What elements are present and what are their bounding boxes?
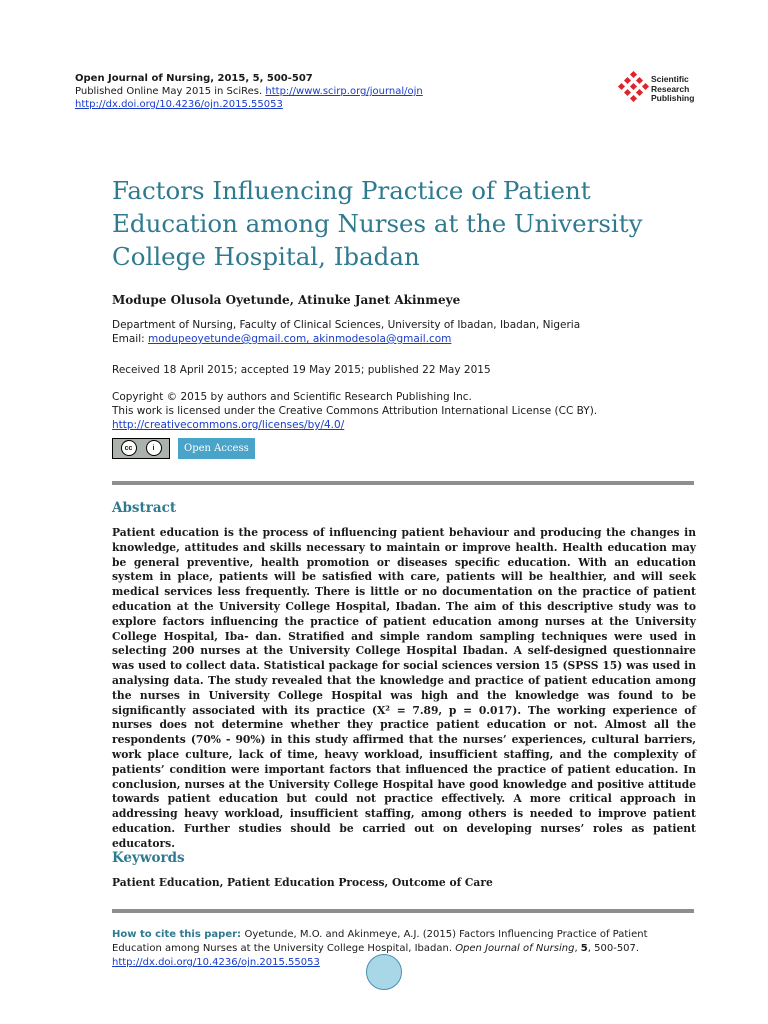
license-line: This work is licensed under the Creative Commons Attribution International License (CC BY). <box>112 405 598 417</box>
divider-top <box>112 481 694 485</box>
logo-line-1: Scientific <box>651 74 689 84</box>
published-line <box>75 85 423 98</box>
authors: Modupe Olusola Oyetunde, Atinuke Janet Akinmeye <box>112 293 461 307</box>
keywords-heading: Keywords <box>112 850 185 866</box>
license-url-link[interactable]: http://creativecommons.org/licenses/by/4.0/ <box>112 419 345 431</box>
citation-journal: Open Journal of Nursing <box>455 943 575 954</box>
doi-link[interactable]: http://dx.doi.org/10.4236/ojn.2015.55053 <box>75 99 283 110</box>
journal-citation: Open Journal of Nursing, 2015, 5, 500-507 <box>75 73 313 84</box>
open-access-badge: Open Access <box>178 438 255 459</box>
page-marker-icon <box>366 954 402 990</box>
affiliation-block <box>112 318 580 346</box>
paper-title: Factors Influencing Practice of Patient Education among Nurses at the University College Hospital, Ibadan <box>112 176 643 271</box>
affiliation: Department of Nursing, Faculty of Clinical Sciences, University of Ibadan, Ibadan, Nigeria <box>112 319 581 331</box>
copyright-line: Copyright © 2015 by authors and Scientific Research Publishing Inc. <box>112 391 472 403</box>
logo-line-3: Publishing <box>651 93 695 103</box>
citation-volume: 5 <box>580 943 588 954</box>
logo-wordmark <box>651 75 694 104</box>
email-label: Email: <box>112 333 149 345</box>
citation-sep: , <box>574 943 581 954</box>
citation-label: How to cite this paper: <box>112 929 245 940</box>
published-text: Published Online May 2015 in SciRes. <box>75 86 266 97</box>
cc-icon: cc <box>121 440 137 456</box>
citation-pages: , 500-507. <box>587 943 640 954</box>
email-links[interactable]: modupeoyetunde@gmail.com, akinmodesola@gmail.com <box>148 333 452 345</box>
abstract-heading: Abstract <box>112 500 177 516</box>
logo-line-2: Research <box>651 83 690 94</box>
keywords-text: Patient Education, Patient Education Process, Outcome of Care <box>112 876 493 889</box>
by-icon: i <box>146 440 162 456</box>
received-dates: Received 18 April 2015; accepted 19 May 2015; published 22 May 2015 <box>112 364 491 376</box>
citation-doi-link[interactable]: http://dx.doi.org/10.4236/ojn.2015.55053 <box>112 957 320 968</box>
abstract-text: Patient education is the process of influencing patient behaviour and producing the changes in knowledge, attitudes and skills necessary to maintain or improve health. Health education may be general preventive, health promotion or diseases specific education. With an education system in place, patients will be satisfied with care, patients will be healthier, and will seek medical services less frequently. There is little or no documentation on the practice of patient education at the University College Hospital, Ibadan. The aim of this descriptive study was to explore factors influencing the practice of patient education among nurses at the University College Hospital, Iba- dan. Stratified and simple random sampling techniques were used in selecting 200 nurses at the University College Hospital Ibadan. A self-designed questionnaire was used to collect data. Statistical package for social sciences version 15 (SPSS 15) was used in analysing data. The study revealed that the knowledge and practice of patient education among the nurses in University College Hospital was high and the knowledge was found to be significantly associated with its practice (X² = 7.89, p = 0.017). The working experience of nurses does not determine whether they practice patient education or not. Almost all the respondents (70% - 90%) in this study affirmed that the nurses’ experiences, cultural barriers, work place culture, lack of time, heavy workload, insufficient staffing, and the complexity of patients’ condition were important factors that influenced the practice of patient education. In conclusion, nurses at the University College Hospital have good knowledge and positive attitude towards patient education but could not practice effectively. A more critical approach in addressing heavy workload, insufficient staffing, among others is needed to improve patient education. Further studies should be carried out on developing nurses’ roles as patient educators. <box>112 526 696 850</box>
license-badges <box>112 437 255 459</box>
journal-url-link[interactable]: http://www.scirp.org/journal/ojn <box>265 86 423 97</box>
divider-bottom <box>112 909 694 913</box>
citation-block <box>112 928 696 970</box>
copyright-block <box>112 390 597 432</box>
email-line <box>112 332 580 346</box>
journal-header <box>75 72 423 111</box>
citation-text: Oyetunde, M.O. and Akinmeye, A.J. (2015) Factors Influencing Practice of Patient Education among Nurses at the University College Hospital, Ibadan. <box>112 929 648 954</box>
cc-by-badge[interactable] <box>112 438 170 459</box>
